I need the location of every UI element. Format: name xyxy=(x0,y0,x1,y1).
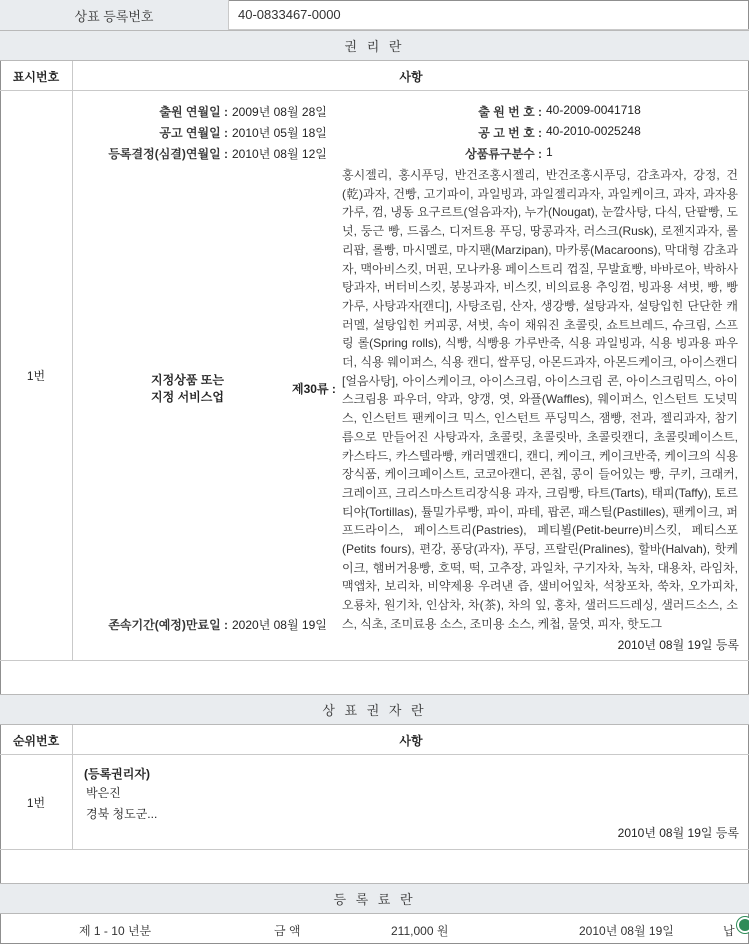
filing-date-value: 2009년 08월 28일 xyxy=(232,105,327,119)
holder-type: (등록권리자) xyxy=(84,767,150,781)
decision-date-label: 등록결정(심결)연월일 : xyxy=(108,147,228,161)
fee-amount-label: 금 액 xyxy=(274,924,301,938)
registration-number-row xyxy=(0,0,749,30)
expiry-date-label: 존속기간(예정)만료일 : xyxy=(108,618,228,632)
status-indicator-icon xyxy=(737,917,749,933)
rights-row-number: 1번 xyxy=(0,91,73,660)
holder-address: 경북 청도군... xyxy=(86,807,158,821)
fee-status: 납 xyxy=(723,924,735,938)
fee-date: 2010년 08월 19일 xyxy=(579,924,674,938)
registration-number-label: 상표 등록번호 xyxy=(0,0,229,30)
holder-column-header xyxy=(0,725,749,755)
designated-goods-label-line1: 지정상품 또는 xyxy=(151,373,224,387)
rights-registered-note: 2010년 08월 19일 등록 xyxy=(617,638,739,652)
class-30-label: 제30류 : xyxy=(292,382,336,396)
fee-period: 제 1 - 10 년분 xyxy=(79,924,152,938)
display-number-header: 표시번호 xyxy=(0,61,73,91)
holder-row-number: 1번 xyxy=(0,755,73,849)
holder-name: 박은진 xyxy=(86,786,121,800)
registration-fee-row xyxy=(0,914,749,944)
decision-date-value: 2010년 08월 12일 xyxy=(232,147,327,161)
publication-number-label: 공 고 번 호 : xyxy=(478,126,542,140)
expiry-date-value: 2020년 08월 19일 xyxy=(232,618,327,632)
filing-number-label: 출 원 번 호 : xyxy=(478,105,542,119)
class-count-value: 1 xyxy=(546,145,553,159)
publication-date-value: 2010년 05월 18일 xyxy=(232,126,327,140)
publication-date-label: 공고 연월일 : xyxy=(159,126,228,140)
designated-goods-label-line2: 지정 서비스업 xyxy=(151,390,224,404)
rights-section-title: 권 리 란 xyxy=(0,30,749,61)
fee-amount: 211,000 원 xyxy=(391,924,449,938)
matter-header: 사항 xyxy=(399,69,423,84)
holder-matter-header: 사항 xyxy=(399,733,423,748)
holder-section-title: 상 표 권 자 란 xyxy=(0,694,749,725)
designated-goods-list: 홍시젤리, 홍시푸딩, 반건조홍시젤리, 반건조홍시푸딩, 감초과자, 강정, 건(乾)과자, 건빵, 고기파이, 과일빙과, 과일젤리과자, 과일케이크, 과자, 과자용 가루, 껌, 냉동 요구르트(얼음과자), 누가(Nougat), 눈깔사탕, 다식, 단팥빵, 도넛, 둥근 빵, 드롭스, 디저트용 푸딩, 땅콩과자, 러스크(Rusk), 로젠지과자, 롤리팝, 롤빵, 마시멜로, 마지팬(Marzipan), 마카롱(Macaroons), 막대형 감초과자, 맥아비스킷, 머핀, 모나카용 페이스트리 껍질, 무발효빵, 바바로아, 박하사탕과자, 버터비스킷, 봉봉과자, 비스킷, 비의료용 추잉껌, 빙과용 셔벗, 빵, 빵가루, 사탕과자[캔디], 사탕조림, 산자, 생강빵, 설탕과자, 설탕입힌 단단한 캐러멜, 설탕입힌 커피콩, 셔벗, 속이 채워진 초콜릿, 쇼트브레드, 슈크림, 스프링 롤(Spring rolls), 식빵, 식빵용 가루반죽, 식용 과일빙과, 식용 빙과용 파우더, 식용 웨이퍼스, 식용 캔디, 쌀푸딩, 아몬드과자, 아몬드케이크, 아이스캔디[얼음사탕], 아이스케이크, 아이스크림, 아이스크림 콘, 아이스크림믹스, 아이스크림용 파우더, 약과, 양갱, 엿, 와플(Waffles), 웨이퍼스, 인스턴트 도넛믹스, 인스턴트 팬케이크 믹스, 인스턴트 푸딩믹스, 잼빵, 전과, 젤리과자, 참기름으로 만들어진 사탕과자, 초콜릿, 초콜릿바, 초콜릿캔디, 초콜릿페이스트, 카스타드, 카스텔라빵, 캐러멜캔디, 캔디, 케이크, 케이크반죽, 케이크의 식용장식품, 케이크페이스트, 코코아캔디, 콘칩, 콩이 들어있는 빵, 쿠키, 크래커, 크레이프, 크리스마스트리장식용 과자, 크림빵, 타트(Tarts), 태피(Taffy), 토르티야(Tortillas), 튤밀가루빵, 파이, 파테, 팝콘, 패스틸(Pastilles), 팬케이크, 퍼프드라이스, 페이스트리(Pastries), 페티뵐(Petit-beurre)비스킷, 페티스포(Petits fours), 편강, 퐁당(과자), 푸딩, 프랄린(Pralines), 할바(Halvah), 핫케이크, 햄버거용빵, 호떡, 떡, 고추장, 과일차, 구기자차, 녹차, 대용차, 라임차, 맥앱차, 보리차, 비약제용 우려낸 즙, 샐비어잎차, 석창포차, 쑥차, 오가피차, 오룡차, 원기차, 인삼차, 차(茶), 차의 잎, 홍차, 샐러드드레싱, 샐러드소스, 소스, 식초, 조미료용 소스, 조미용 소스, 케첩, 물엿, 피자, 핫도그 xyxy=(342,168,738,631)
publication-number-value: 40-2010-0025248 xyxy=(546,124,641,138)
registration-fee-section-title: 등 록 료 란 xyxy=(0,883,749,914)
filing-number-value: 40-2009-0041718 xyxy=(546,103,641,117)
rank-number-header: 순위번호 xyxy=(0,725,73,755)
registration-number-value: 40-0833467-0000 xyxy=(238,7,341,22)
class-count-label: 상품류구분수 : xyxy=(465,147,542,161)
holder-registered-note: 2010년 08월 19일 등록 xyxy=(617,826,739,840)
filing-date-label: 출원 연월일 : xyxy=(159,105,228,119)
rights-column-header xyxy=(0,61,749,91)
